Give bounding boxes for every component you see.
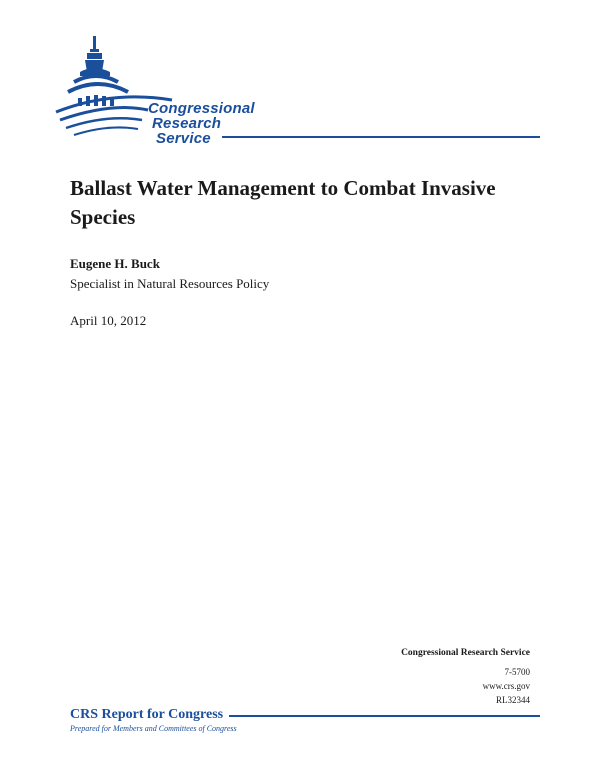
report-date: April 10, 2012 [70,313,147,328]
footer-rule [229,715,540,717]
author-title: Specialist in Natural Resources Policy [70,276,270,291]
crs-info-block [401,646,530,707]
logo-line-1: Congressional [148,100,255,117]
footer-subtitle: Prepared for Members and Committees of Congress [70,724,237,733]
footer-report-title: CRS Report for Congress [70,707,224,722]
crs-name: Congressional Research Service [401,648,530,658]
crs-logo-text [148,101,255,146]
report-title: Ballast Water Management to Combat Invasive Species [70,176,496,229]
logo-rule [222,136,540,138]
logo-line-3: Service [156,130,211,147]
crs-phone: 7-5700 [504,667,530,677]
report-number: RL32344 [495,695,530,705]
crs-website[interactable]: www.crs.gov [482,681,530,691]
logo-line-2: Research [152,115,222,132]
author-name: Eugene H. Buck [70,256,160,271]
